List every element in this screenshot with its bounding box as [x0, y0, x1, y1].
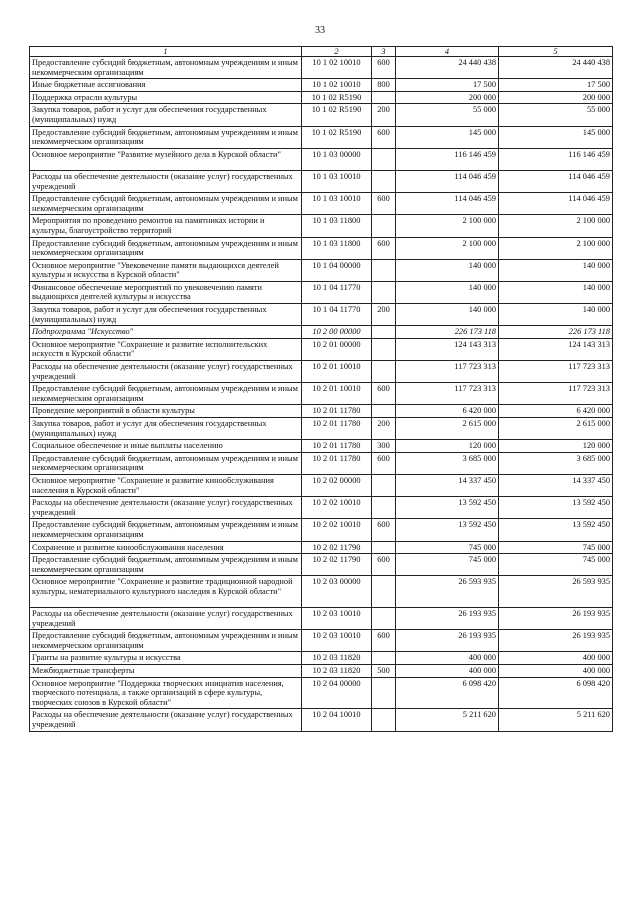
row-amount-col4-cell: 26 193 935 — [396, 608, 499, 630]
row-amount-col4-cell: 24 440 438 — [396, 57, 499, 79]
row-code-cell: 10 2 03 10010 — [302, 608, 372, 630]
row-amount-col5-cell: 26 593 935 — [499, 576, 613, 608]
row-amount-col5-cell: 117 723 313 — [499, 383, 613, 405]
row-name-cell: Закупка товаров, работ и услуг для обеспечения государственных (муниципальных) нужд — [30, 104, 302, 126]
row-type-cell — [372, 474, 396, 496]
table-row — [30, 259, 613, 281]
row-amount-col4-cell: 6 420 000 — [396, 405, 499, 418]
row-amount-col5-cell: 5 211 620 — [499, 709, 613, 731]
row-code-cell: 10 2 02 11790 — [302, 554, 372, 576]
row-amount-col5-cell: 13 592 450 — [499, 497, 613, 519]
row-type-cell: 600 — [372, 237, 396, 259]
row-type-cell — [372, 652, 396, 665]
row-amount-col4-cell: 140 000 — [396, 281, 499, 303]
row-code-cell: 10 2 01 10010 — [302, 361, 372, 383]
row-code-cell: 10 2 01 11780 — [302, 418, 372, 440]
row-code-cell: 10 2 01 10010 — [302, 383, 372, 405]
table-row — [30, 281, 613, 303]
row-amount-col4-cell: 120 000 — [396, 440, 499, 453]
row-type-cell — [372, 576, 396, 608]
row-amount-col4-cell: 2 615 000 — [396, 418, 499, 440]
row-code-cell: 10 1 04 00000 — [302, 259, 372, 281]
row-amount-col4-cell: 117 723 313 — [396, 361, 499, 383]
row-amount-col5-cell: 6 098 420 — [499, 677, 613, 709]
row-amount-col4-cell: 400 000 — [396, 652, 499, 665]
row-amount-col5-cell: 114 046 459 — [499, 193, 613, 215]
row-amount-col4-cell: 226 173 118 — [396, 326, 499, 339]
row-amount-col5-cell: 6 420 000 — [499, 405, 613, 418]
column-header-5: 5 — [499, 47, 613, 57]
row-type-cell — [372, 677, 396, 709]
row-amount-col4-cell: 114 046 459 — [396, 193, 499, 215]
row-type-cell: 600 — [372, 452, 396, 474]
row-amount-col5-cell: 117 723 313 — [499, 361, 613, 383]
table-row — [30, 237, 613, 259]
table-row — [30, 452, 613, 474]
row-amount-col4-cell: 140 000 — [396, 304, 499, 326]
row-type-cell — [372, 405, 396, 418]
table-row — [30, 608, 613, 630]
row-type-cell — [372, 91, 396, 104]
row-name-cell: Основное мероприятие "Поддержка творческих инициатив населения, творческого потенциала, а также организаций в сфере культуры, творческих союзов в Курской области" — [30, 677, 302, 709]
row-type-cell — [372, 709, 396, 731]
row-name-cell: Основное мероприятие "Сохранение и развитие исполнительских искусств в Курской области" — [30, 338, 302, 360]
row-name-cell: Подпрограмма "Искусство" — [30, 326, 302, 339]
row-name-cell: Расходы на обеспечение деятельности (оказание услуг) государственных учреждений — [30, 361, 302, 383]
row-amount-col4-cell: 17 500 — [396, 79, 499, 92]
row-amount-col5-cell: 26 193 935 — [499, 608, 613, 630]
row-amount-col5-cell: 13 592 450 — [499, 519, 613, 541]
table-row — [30, 126, 613, 148]
table-row — [30, 148, 613, 170]
row-amount-col5-cell: 140 000 — [499, 304, 613, 326]
row-code-cell: 10 1 02 R5190 — [302, 126, 372, 148]
row-code-cell: 10 2 01 11780 — [302, 405, 372, 418]
row-code-cell: 10 2 02 10010 — [302, 519, 372, 541]
row-code-cell: 10 2 02 00000 — [302, 474, 372, 496]
table-row — [30, 91, 613, 104]
row-type-cell: 600 — [372, 630, 396, 652]
table-header-row — [30, 47, 613, 57]
row-amount-col5-cell: 745 000 — [499, 541, 613, 554]
row-amount-col4-cell: 116 146 459 — [396, 148, 499, 170]
row-name-cell: Предоставление субсидий бюджетным, автономным учреждениям и иным некоммерческим организациям — [30, 383, 302, 405]
row-type-cell — [372, 541, 396, 554]
row-code-cell: 10 2 03 11820 — [302, 652, 372, 665]
row-name-cell: Поддержка отрасли культуры — [30, 91, 302, 104]
row-name-cell: Социальное обеспечение и иные выплаты населению — [30, 440, 302, 453]
row-amount-col5-cell: 226 173 118 — [499, 326, 613, 339]
row-name-cell: Предоставление субсидий бюджетным, автономным учреждениям и иным некоммерческим организациям — [30, 57, 302, 79]
row-type-cell: 600 — [372, 57, 396, 79]
row-type-cell — [372, 608, 396, 630]
row-amount-col4-cell: 2 100 000 — [396, 237, 499, 259]
row-name-cell: Предоставление субсидий бюджетным, автономным учреждениям и иным некоммерческим организациям — [30, 519, 302, 541]
table-row — [30, 193, 613, 215]
row-code-cell: 10 2 00 00000 — [302, 326, 372, 339]
budget-table — [29, 46, 613, 732]
row-amount-col4-cell: 13 592 450 — [396, 497, 499, 519]
row-amount-col5-cell: 400 000 — [499, 665, 613, 678]
row-name-cell: Иные бюджетные ассигнования — [30, 79, 302, 92]
row-code-cell: 10 1 02 10010 — [302, 57, 372, 79]
row-code-cell: 10 1 02 10010 — [302, 79, 372, 92]
row-code-cell: 10 1 04 11770 — [302, 304, 372, 326]
row-type-cell — [372, 361, 396, 383]
table-row — [30, 338, 613, 360]
row-type-cell: 600 — [372, 126, 396, 148]
column-header-2: 2 — [302, 47, 372, 57]
row-amount-col5-cell: 2 100 000 — [499, 215, 613, 237]
table-row — [30, 215, 613, 237]
row-code-cell: 10 2 03 00000 — [302, 576, 372, 608]
row-amount-col4-cell: 26 193 935 — [396, 630, 499, 652]
row-name-cell: Закупка товаров, работ и услуг для обеспечения государственных (муниципальных) нужд — [30, 418, 302, 440]
row-code-cell: 10 2 02 11790 — [302, 541, 372, 554]
table-row — [30, 554, 613, 576]
row-amount-col4-cell: 13 592 450 — [396, 519, 499, 541]
table-row — [30, 170, 613, 192]
row-name-cell: Предоставление субсидий бюджетным, автономным учреждениям и иным некоммерческим организациям — [30, 452, 302, 474]
row-amount-col4-cell: 124 143 313 — [396, 338, 499, 360]
row-amount-col4-cell: 745 000 — [396, 541, 499, 554]
row-code-cell: 10 1 02 R5190 — [302, 104, 372, 126]
row-name-cell: Расходы на обеспечение деятельности (оказание услуг) государственных учреждений — [30, 709, 302, 731]
row-name-cell: Предоставление субсидий бюджетным, автономным учреждениям и иным некоммерческим организациям — [30, 193, 302, 215]
row-amount-col4-cell: 26 593 935 — [396, 576, 499, 608]
row-amount-col4-cell: 14 337 450 — [396, 474, 499, 496]
row-type-cell — [372, 326, 396, 339]
row-type-cell: 600 — [372, 383, 396, 405]
row-type-cell: 200 — [372, 418, 396, 440]
row-amount-col5-cell: 140 000 — [499, 259, 613, 281]
row-type-cell: 500 — [372, 665, 396, 678]
row-type-cell — [372, 215, 396, 237]
row-name-cell: Мероприятия по проведению ремонтов на памятниках истории и культуры, благоустройство территорий — [30, 215, 302, 237]
table-row — [30, 474, 613, 496]
table-row — [30, 383, 613, 405]
row-name-cell: Основное мероприятие "Развитие музейного дела в Курской области" — [30, 148, 302, 170]
row-amount-col5-cell: 14 337 450 — [499, 474, 613, 496]
row-type-cell — [372, 259, 396, 281]
row-name-cell: Расходы на обеспечение деятельности (оказание услуг) государственных учреждений — [30, 608, 302, 630]
row-name-cell: Расходы на обеспечение деятельности (оказание услуг) государственных учреждений — [30, 170, 302, 192]
row-code-cell: 10 1 02 R5190 — [302, 91, 372, 104]
row-type-cell: 800 — [372, 79, 396, 92]
table-row — [30, 57, 613, 79]
page-number: 33 — [315, 25, 325, 36]
table-row — [30, 497, 613, 519]
row-type-cell: 200 — [372, 304, 396, 326]
row-amount-col5-cell: 116 146 459 — [499, 148, 613, 170]
row-name-cell: Финансовое обеспечение мероприятий по увековечению памяти выдающихся деятелей культуры и искусства — [30, 281, 302, 303]
row-amount-col5-cell: 745 000 — [499, 554, 613, 576]
table-row — [30, 440, 613, 453]
row-type-cell: 200 — [372, 104, 396, 126]
row-name-cell: Сохранение и развитие кинообслуживания населения — [30, 541, 302, 554]
row-type-cell — [372, 338, 396, 360]
table-row — [30, 541, 613, 554]
table-row — [30, 405, 613, 418]
row-type-cell — [372, 170, 396, 192]
row-amount-col5-cell: 55 000 — [499, 104, 613, 126]
row-name-cell: Межбюджетные трансферты — [30, 665, 302, 678]
row-name-cell: Проведение мероприятий в области культуры — [30, 405, 302, 418]
row-amount-col4-cell: 117 723 313 — [396, 383, 499, 405]
table-row — [30, 304, 613, 326]
row-amount-col5-cell: 124 143 313 — [499, 338, 613, 360]
row-amount-col4-cell: 2 100 000 — [396, 215, 499, 237]
row-amount-col4-cell: 145 000 — [396, 126, 499, 148]
row-code-cell: 10 2 04 10010 — [302, 709, 372, 731]
table-row — [30, 104, 613, 126]
row-type-cell — [372, 281, 396, 303]
row-type-cell: 300 — [372, 440, 396, 453]
table-body — [30, 57, 613, 732]
row-type-cell: 600 — [372, 519, 396, 541]
row-code-cell: 10 2 04 00000 — [302, 677, 372, 709]
row-amount-col5-cell: 2 100 000 — [499, 237, 613, 259]
table-row — [30, 709, 613, 731]
table-row — [30, 630, 613, 652]
row-code-cell: 10 2 03 10010 — [302, 630, 372, 652]
row-amount-col5-cell: 120 000 — [499, 440, 613, 453]
row-code-cell: 10 2 03 11820 — [302, 665, 372, 678]
row-amount-col5-cell: 2 615 000 — [499, 418, 613, 440]
row-amount-col4-cell: 5 211 620 — [396, 709, 499, 731]
table-row — [30, 652, 613, 665]
row-name-cell: Предоставление субсидий бюджетным, автономным учреждениям и иным некоммерческим организациям — [30, 126, 302, 148]
row-name-cell: Основное мероприятие "Сохранение и развитие кинообслуживания населения в Курской области" — [30, 474, 302, 496]
table-row — [30, 418, 613, 440]
table-row — [30, 665, 613, 678]
row-code-cell: 10 1 04 11770 — [302, 281, 372, 303]
row-amount-col4-cell: 114 046 459 — [396, 170, 499, 192]
row-name-cell: Гранты на развитие культуры и искусства — [30, 652, 302, 665]
row-amount-col5-cell: 140 000 — [499, 281, 613, 303]
table-row — [30, 677, 613, 709]
row-name-cell: Основное мероприятие "Увековечение памяти выдающихся деятелей культуры и искусства в Курской области" — [30, 259, 302, 281]
row-name-cell: Закупка товаров, работ и услуг для обеспечения государственных (муниципальных) нужд — [30, 304, 302, 326]
row-code-cell: 10 1 03 10010 — [302, 170, 372, 192]
row-amount-col4-cell: 400 000 — [396, 665, 499, 678]
row-amount-col4-cell: 140 000 — [396, 259, 499, 281]
row-code-cell: 10 1 03 10010 — [302, 193, 372, 215]
row-code-cell: 10 2 01 11780 — [302, 440, 372, 453]
row-name-cell: Расходы на обеспечение деятельности (оказание услуг) государственных учреждений — [30, 497, 302, 519]
table-row — [30, 361, 613, 383]
row-name-cell: Предоставление субсидий бюджетным, автономным учреждениям и иным некоммерческим организациям — [30, 237, 302, 259]
row-code-cell: 10 2 01 11780 — [302, 452, 372, 474]
row-amount-col5-cell: 3 685 000 — [499, 452, 613, 474]
row-amount-col5-cell: 17 500 — [499, 79, 613, 92]
row-amount-col4-cell: 200 000 — [396, 91, 499, 104]
row-amount-col4-cell: 6 098 420 — [396, 677, 499, 709]
row-amount-col5-cell: 114 046 459 — [499, 170, 613, 192]
row-amount-col5-cell: 400 000 — [499, 652, 613, 665]
row-type-cell: 600 — [372, 193, 396, 215]
row-code-cell: 10 2 01 00000 — [302, 338, 372, 360]
table-row — [30, 576, 613, 608]
table-row — [30, 519, 613, 541]
row-type-cell — [372, 148, 396, 170]
row-amount-col5-cell: 24 440 438 — [499, 57, 613, 79]
row-amount-col4-cell: 55 000 — [396, 104, 499, 126]
column-header-1: 1 — [30, 47, 302, 57]
row-name-cell: Основное мероприятие "Сохранение и развитие традиционной народной культуры, нематериального культурного наследия в Курской области" — [30, 576, 302, 608]
row-code-cell: 10 1 03 11800 — [302, 237, 372, 259]
row-amount-col4-cell: 745 000 — [396, 554, 499, 576]
table-row — [30, 79, 613, 92]
row-code-cell: 10 1 03 00000 — [302, 148, 372, 170]
row-type-cell: 600 — [372, 554, 396, 576]
row-name-cell: Предоставление субсидий бюджетным, автономным учреждениям и иным некоммерческим организациям — [30, 554, 302, 576]
row-type-cell — [372, 497, 396, 519]
column-header-4: 4 — [396, 47, 499, 57]
row-amount-col5-cell: 145 000 — [499, 126, 613, 148]
row-amount-col4-cell: 3 685 000 — [396, 452, 499, 474]
row-amount-col5-cell: 26 193 935 — [499, 630, 613, 652]
row-code-cell: 10 2 02 10010 — [302, 497, 372, 519]
row-amount-col5-cell: 200 000 — [499, 91, 613, 104]
row-code-cell: 10 1 03 11800 — [302, 215, 372, 237]
table-row — [30, 326, 613, 339]
row-name-cell: Предоставление субсидий бюджетным, автономным учреждениям и иным некоммерческим организациям — [30, 630, 302, 652]
column-header-3: 3 — [372, 47, 396, 57]
